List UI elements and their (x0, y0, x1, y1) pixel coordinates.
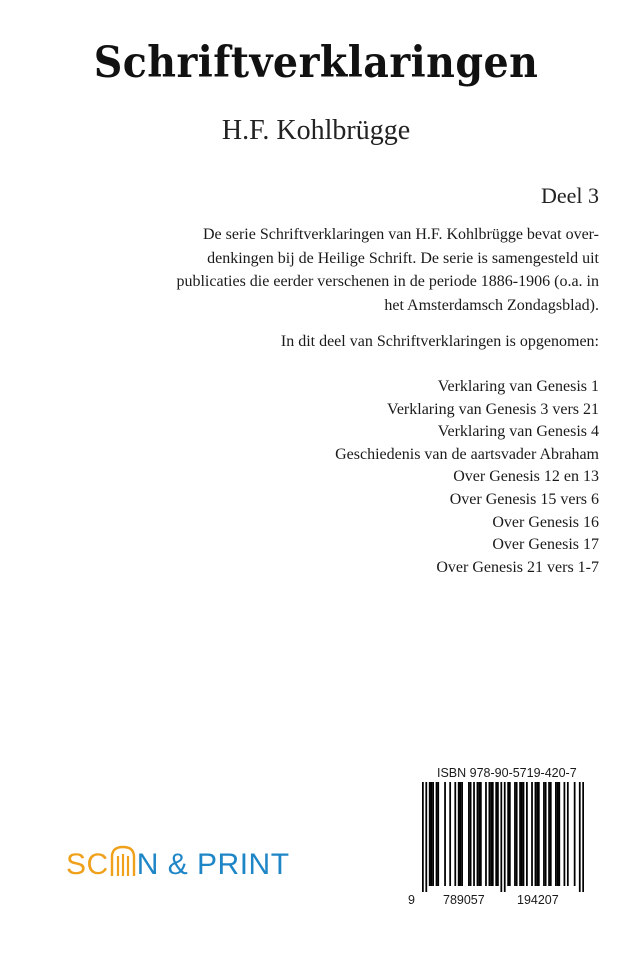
barcode-bar (489, 782, 491, 886)
barcode-bar (548, 782, 550, 886)
contents-item: Verklaring van Genesis 3 vers 21 (387, 400, 599, 418)
barcode-bar (516, 782, 518, 886)
barcode-bar (454, 782, 456, 886)
barcode-bar (545, 782, 547, 886)
building-columns-icon (109, 845, 137, 885)
contents-item: Over Genesis 21 vers 1-7 (436, 558, 599, 576)
description-line: het Amsterdamsch Zondagsblad). (384, 296, 599, 314)
publisher-logo (66, 845, 290, 885)
contents-intro: In dit deel van Schriftverklaringen is opgenomen: (280, 333, 599, 350)
barcode-bar (523, 782, 525, 886)
contents-list (335, 376, 599, 579)
barcode-bar (492, 782, 494, 886)
barcode-bar (477, 782, 479, 886)
barcode-bar (514, 782, 516, 886)
barcode-bar (461, 782, 463, 886)
barcode-bar (460, 782, 462, 886)
barcode-bar (507, 782, 509, 886)
barcode-bar (480, 782, 482, 886)
barcode-bar (458, 782, 460, 886)
contents-item: Verklaring van Genesis 4 (437, 423, 599, 441)
author-name: H.F. Kohlbrügge (221, 115, 411, 146)
barcode-bar (567, 782, 569, 886)
barcode-bar (574, 782, 576, 886)
barcode-bar (504, 782, 506, 892)
barcode-digits-right: 194207 (517, 893, 559, 907)
isbn-barcode (422, 782, 584, 892)
barcode-bar (431, 782, 433, 886)
barcode-digits-left: 789057 (443, 893, 485, 907)
barcode-bar (582, 782, 584, 892)
barcode-bar (538, 782, 540, 886)
barcode-bar (470, 782, 472, 886)
barcode-bar (432, 782, 434, 886)
barcode-bar (564, 782, 566, 886)
barcode-bar (536, 782, 538, 886)
barcode-bar (558, 782, 560, 886)
barcode-bar (550, 782, 552, 886)
barcode-bar (555, 782, 557, 886)
logo-text-scan: SC (66, 848, 109, 881)
isbn-label: ISBN 978-90-5719-420-7 (437, 766, 577, 780)
contents-item: Over Genesis 12 en 13 (453, 468, 599, 486)
series-description (82, 223, 599, 317)
barcode-bar (490, 782, 492, 886)
description-line: De serie Schriftverklaringen van H.F. Kohlbrügge bevat over- (202, 226, 599, 243)
volume-label: Deel 3 (540, 183, 599, 208)
series-title: Schriftverklaringen (93, 38, 539, 88)
barcode-bar (526, 782, 528, 886)
description-line: denkingen bij de Heilige Schrift. De serie is samengesteld uit (207, 249, 599, 267)
logo-text-print: N & PRINT (136, 848, 290, 881)
barcode-bar (444, 782, 446, 886)
barcode-bar (422, 782, 424, 892)
barcode-digit-first: 9 (408, 893, 415, 907)
barcode-bar (468, 782, 470, 886)
contents-item: Over Genesis 16 (492, 513, 599, 531)
barcode-bar (543, 782, 545, 886)
contents-item: Over Genesis 15 vers 6 (449, 490, 599, 508)
barcode-bar (495, 782, 497, 886)
barcode-bar (579, 782, 581, 892)
barcode-bar (500, 782, 502, 892)
barcode-bar (437, 782, 439, 886)
description-line: publicaties die eerder verschenen in de periode 1886-1906 (o.a. in (176, 273, 599, 290)
barcode-bar (449, 782, 451, 886)
barcode-bar (485, 782, 487, 886)
barcode-bar (531, 782, 533, 886)
barcode-bar (425, 782, 427, 892)
barcode-bar (557, 782, 559, 886)
barcode-bar (429, 782, 431, 886)
barcode-bar (497, 782, 499, 886)
barcode-bar (509, 782, 511, 886)
barcode-bar (521, 782, 523, 886)
barcode-bar (478, 782, 480, 886)
barcode-bar (473, 782, 475, 886)
contents-item: Over Genesis 17 (492, 536, 599, 554)
barcode-bar (535, 782, 537, 886)
barcode-bar (436, 782, 438, 886)
barcode-bar (519, 782, 521, 886)
contents-item: Verklaring van Genesis 1 (437, 378, 599, 395)
contents-item: Geschiedenis van de aartsvader Abraham (335, 445, 599, 463)
